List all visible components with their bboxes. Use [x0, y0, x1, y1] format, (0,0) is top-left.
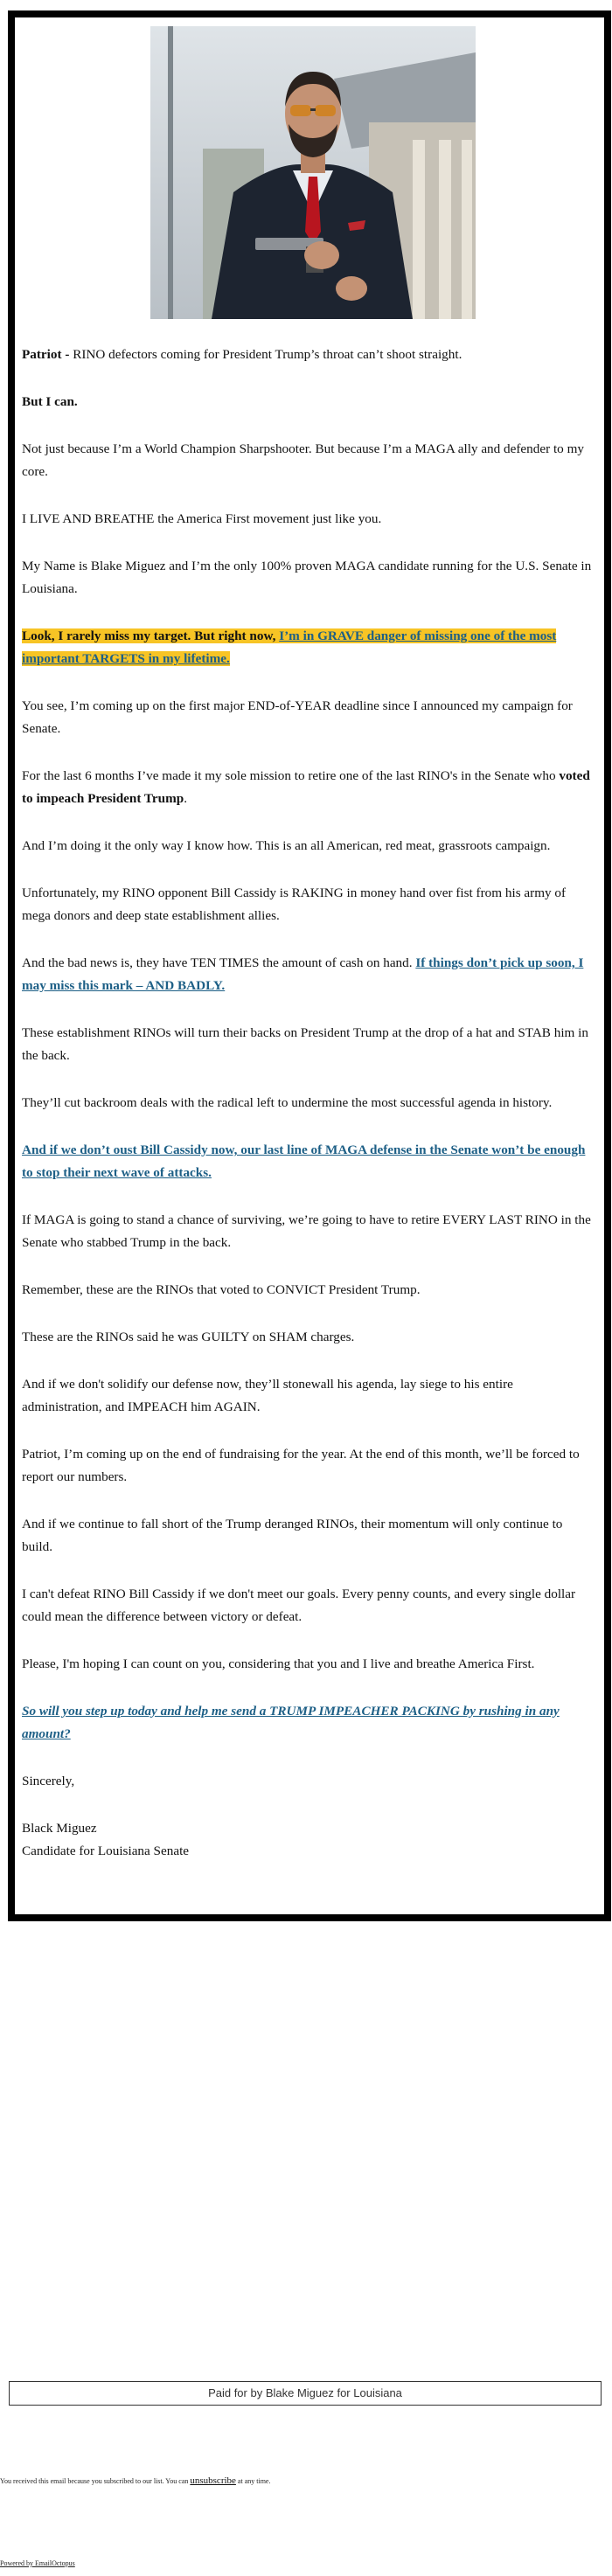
paid-for-disclaimer: Paid for by Blake Miguez for Louisiana — [9, 2381, 602, 2406]
donate-link[interactable]: So will you step up today and help me send a TRUMP IMPEACHER PACKING by rushing in any amount? — [22, 1704, 560, 1741]
paragraph-21: I can't defeat RINO Bill Cassidy if we don't meet our goals. Every penny counts, and every single dollar could mean the difference between victory or defeat. — [22, 1587, 576, 1624]
greeting: Patriot - — [22, 347, 73, 362]
email-frame — [8, 10, 611, 1921]
paragraph-17: These are the RINOs said he was GUILTY on SHAM charges. — [22, 1330, 355, 1344]
paragraph-14 — [22, 1139, 595, 1184]
man-holding-pistol-photo — [150, 26, 476, 319]
paragraph-11: And the bad news is, they have TEN TIMES the amount of cash on hand. If things don’t pick up soon, I may miss this mark – AND BADLY. — [22, 955, 584, 993]
unsubscribe-link[interactable]: unsubscribe — [190, 2475, 236, 2486]
paragraph-23 — [22, 1700, 595, 1746]
grave-danger-link[interactable]: I’m in GRAVE danger of missing one of the most important TARGETS in my lifetime. — [22, 628, 557, 666]
miss-this-mark-link[interactable]: If things don’t pick up soon, I may miss this mark – AND BADLY. — [22, 955, 584, 993]
subscription-notice: You received this email because you subscribed to our list. You can unsubscribe at any time. — [0, 2475, 271, 2486]
paragraph-1: Patriot - RINO defectors coming for President Trump’s throat can’t shoot straight. — [22, 347, 462, 362]
paragraph-16: Remember, these are the RINOs that voted to CONVICT President Trump. — [22, 1282, 421, 1297]
powered-by — [0, 2559, 75, 2567]
paragraph-5: My Name is Blake Miguez and I’m the only 100% proven MAGA candidate running for the U.S. Senate in Louisiana. — [22, 559, 592, 596]
paragraph-13: They’ll cut backroom deals with the radical left to undermine the most successful agenda in history. — [22, 1095, 553, 1110]
paragraph-10: Unfortunately, my RINO opponent Bill Cassidy is RAKING in money hand over fist from his army of mega donors and deep state establishment allies. — [22, 885, 567, 923]
email-body — [22, 344, 595, 1863]
paragraph-2: But I can. — [22, 394, 78, 409]
signature-name: Black Miguez — [22, 1821, 97, 1836]
paragraph-15: If MAGA is going to stand a chance of surviving, we’re going to have to retire EVERY LAST RINO in the Senate who stabbed Trump in the back. — [22, 1212, 591, 1250]
sign-off: Sincerely, — [22, 1774, 75, 1788]
signature-title: Candidate for Louisiana Senate — [22, 1843, 190, 1858]
paragraph-4: I LIVE AND BREATHE the America First movement just like you. — [22, 511, 382, 526]
powered-by-link[interactable]: Powered by EmailOctopus — [0, 2559, 75, 2567]
paragraph-18: And if we don't solidify our defense now, they’ll stonewall his agenda, lay siege to his entire administration, and IMPEACH him AGAIN. — [22, 1377, 513, 1414]
photo-illustration — [150, 26, 476, 319]
highlighted-paragraph: Look, I rarely miss my target. But right now, I’m in GRAVE danger of missing one of the most important TARGETS in my lifetime. — [22, 628, 557, 666]
paragraph-12: These establishment RINOs will turn their backs on President Trump at the drop of a hat and STAB him in the back. — [22, 1025, 588, 1063]
paragraph-20: And if we continue to fall short of the Trump deranged RINOs, their momentum will only continue to build. — [22, 1517, 563, 1554]
paragraph-7: You see, I’m coming up on the first major END-of-YEAR deadline since I announced my campaign for Senate. — [22, 698, 573, 736]
paragraph-22: Please, I'm hoping I can count on you, considering that you and I live and breathe America First. — [22, 1656, 535, 1671]
paragraph-19: Patriot, I’m coming up on the end of fundraising for the year. At the end of this month, we’ll be forced to report our numbers. — [22, 1447, 580, 1484]
paragraph-3: Not just because I’m a World Champion Sharpshooter. But because I’m a MAGA ally and defender to my core. — [22, 441, 584, 479]
oust-cassidy-link[interactable]: And if we don’t oust Bill Cassidy now, our last line of MAGA defense in the Senate won’t be enough to stop their next wave of attacks. — [22, 1142, 586, 1180]
paragraph-9: And I’m doing it the only way I know how. This is an all American, red meat, grassroots campaign. — [22, 838, 551, 853]
signature — [22, 1817, 595, 1863]
paragraph-8: For the last 6 months I’ve made it my sole mission to retire one of the last RINO's in the Senate who voted to impeach President Trump. — [22, 768, 590, 806]
